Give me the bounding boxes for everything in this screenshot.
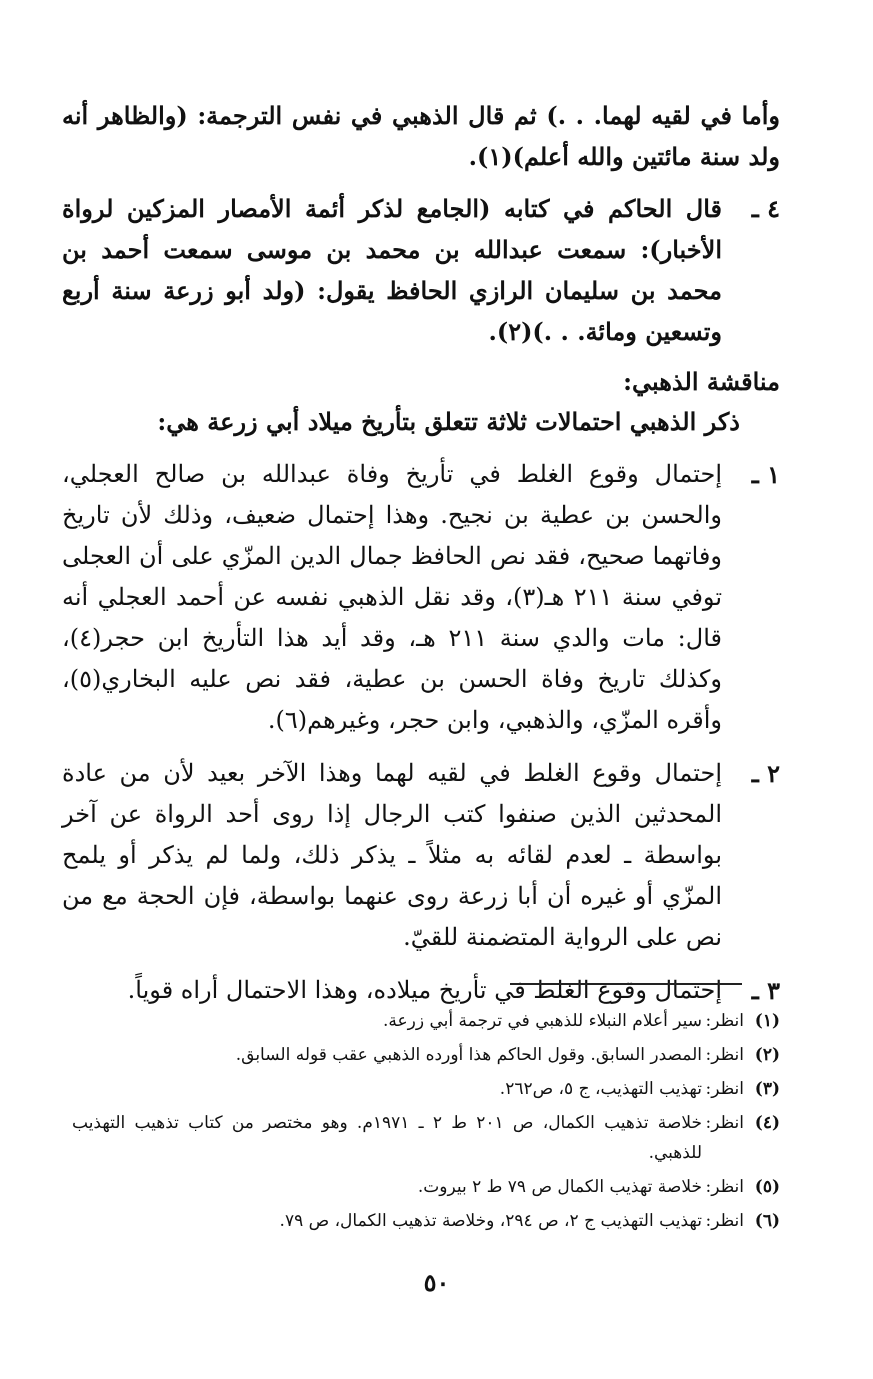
footnote-label: انظر: — [705, 1211, 744, 1231]
footnote-text: تهذيب التهذيب ج ٢، ص ٢٩٤، وخلاصة تذهيب الكمال، ص ٧٩. — [279, 1211, 702, 1231]
footnote — [72, 1172, 780, 1202]
footnote-text: خلاصة تهذيب الكمال ص ٧٩ ط ٢ بيروت. — [417, 1177, 702, 1197]
footnote-number: (٢) — [754, 1045, 780, 1065]
footnote-text: تهذيب التهذيب، ج ٥، ص٢٦٢. — [499, 1079, 702, 1099]
footnote-number: (٦) — [754, 1211, 780, 1231]
footnote — [72, 1040, 780, 1070]
footnote-label: انظر: — [705, 1079, 744, 1099]
section-intro: ذكر الذهبي احتمالات ثلاثة تتعلق بتأريخ ميلاد أبي زرعة هي: — [157, 407, 740, 436]
footnotes — [72, 1006, 780, 1240]
footnote-text: المصدر السابق. وقول الحاكم هذا أورده الذهبي عقب قوله السابق. — [235, 1045, 702, 1065]
paragraph-continuation: وأما في لقيه لهما. . .) ثم قال الذهبي في نفس الترجمة: (والظاهر أنه ولد سنة مائتين والله أعلم)(١). — [62, 101, 780, 171]
list-item-text: قال الحاكم في كتابه (الجامع لذكر أئمة الأمصار المزكين لرواة الأخبار): سمعت عبدالله بن محمد بن موسى سمعت أحمد بن محمد بن سليمان الرازي الحافظ يقول: (ولد أبو زرعة سنة أربع وتسعين ومائة. . .)(٢). — [62, 194, 722, 346]
section-heading: مناقشة الذهبي: — [623, 367, 780, 396]
footnote-number: (٥) — [754, 1177, 780, 1197]
footnote-label: انظر: — [705, 1177, 744, 1197]
list-item — [62, 970, 780, 1011]
footnote — [72, 1074, 780, 1104]
list-item-text: إحتمال وقوع الغلط في تأريخ وفاة عبدالله بن صالح العجلي، والحسن بن عطية بن نجيح. وهذا إحتمال ضعيف، وذلك لأن تاريخ وفاتهما صحيح، فقد نص الحافظ جمال الدين المزّي على أن العجلى توفي سنة ٢١١ هـ(٣)، وقد نقل الذهبي نفسه عن أحمد العجلي أنه قال: مات والدي سنة ٢١١ هـ، وقد أيد هذا التأريخ ابن حجر(٤)، وكذلك تاريخ وفاة الحسن بن عطية، فقد نص عليه البخاري(٥)، وأقره المزّي، والذهبي، وابن حجر، وغيرهم(٦). — [62, 460, 723, 734]
list-item-number: ٣ ـ — [751, 976, 780, 1005]
list-item-4 — [62, 188, 780, 352]
list-item-text: إحتمال وقوع الغلط في تأريخ ميلاده، وهذا الاحتمال أراه قوياً. — [127, 976, 722, 1004]
list-item — [62, 753, 780, 958]
footnote-number: (١) — [754, 1011, 780, 1031]
page-number: ٥٠ — [423, 1268, 450, 1297]
footnote-label: انظر: — [705, 1011, 744, 1031]
footnote-text: خلاصة تذهيب الكمال، ص ٢٠١ ط ٢ ـ ١٩٧١م. وهو مختصر من كتاب تذهيب التهذيب للذهبي. — [72, 1113, 702, 1163]
list-item-number: ٤ ـ — [751, 194, 780, 223]
footnote-number: (٣) — [754, 1079, 780, 1099]
footnote — [72, 1006, 780, 1036]
list-item-number: ١ ـ — [751, 460, 780, 489]
footnote-label: انظر: — [705, 1113, 744, 1133]
footnote-number: (٤) — [754, 1113, 780, 1133]
list-item — [62, 454, 780, 741]
list-item-text: إحتمال وقوع الغلط في لقيه لهما وهذا الآخر بعيد لأن من عادة المحدثين الذين صنفوا كتب الرجال إذا روى أحد الرواة عن آخر بواسطة ـ لعدم لقائه به مثلاً ـ يذكر ذلك، ولما لم يذكر أو يلمح المزّي أو غيره أن أبا زرعة روى عنهما بواسطة، فإن الحجة مع من نص على الرواية المتضمنة للقيّ. — [62, 759, 722, 951]
main-text — [62, 95, 780, 1011]
footnote-text: سير أعلام النبلاء للذهبي في ترجمة أبي زرعة. — [383, 1011, 702, 1031]
footnote — [72, 1108, 780, 1168]
footnote-divider — [510, 983, 742, 985]
list-item-number: ٢ ـ — [751, 759, 780, 788]
footnote — [72, 1206, 780, 1236]
footnote-label: انظر: — [705, 1045, 744, 1065]
